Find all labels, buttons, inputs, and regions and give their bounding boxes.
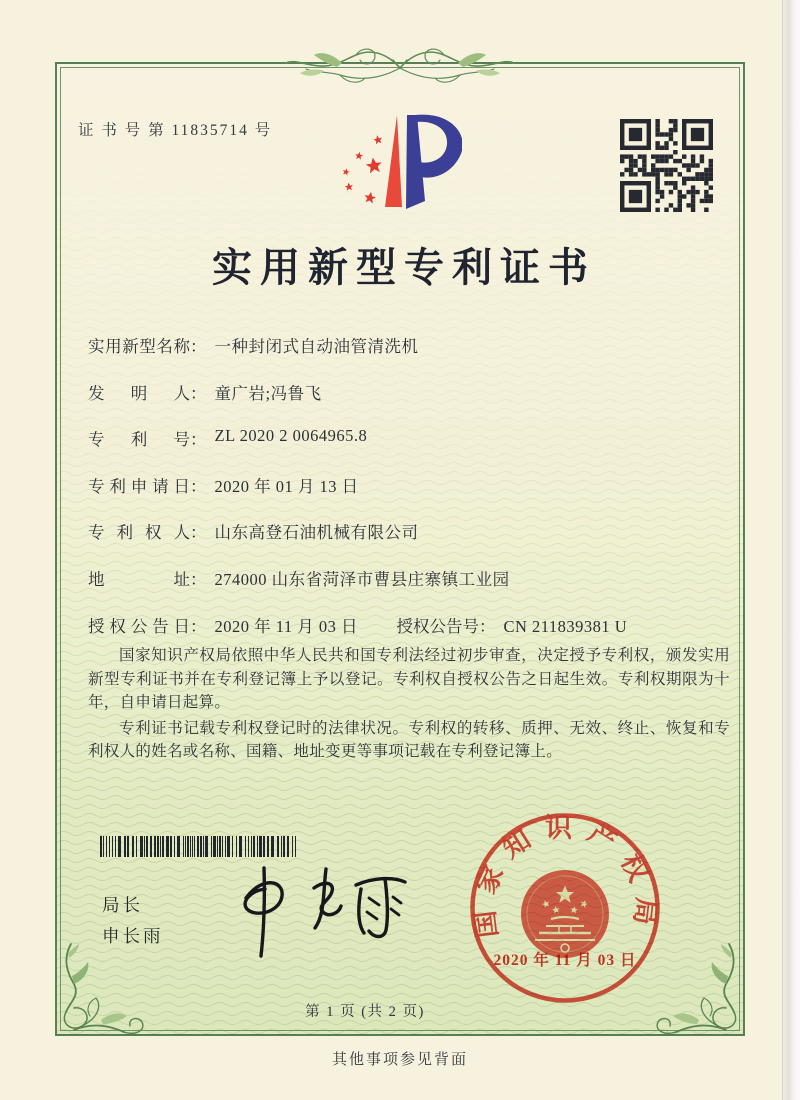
cnipa-logo	[330, 110, 462, 216]
colon: ：	[190, 523, 207, 543]
field-row-inventor	[88, 380, 728, 427]
field-row-filing-date	[88, 473, 728, 520]
top-flourish-ornament	[278, 41, 522, 89]
field-value: 2020 年 01 月 13 日	[214, 476, 359, 496]
page-number: 第 1 页 (共 2 页)	[305, 1004, 425, 1020]
field-row-name	[88, 333, 728, 380]
colon: ：	[479, 616, 496, 636]
field-label: 专利号	[88, 430, 190, 450]
grant-no-label: 授权公告号	[396, 616, 479, 636]
seal-date: 2020 年 11 月 03 日	[493, 952, 637, 969]
director-block	[102, 890, 164, 952]
scanned-paper-edge	[782, 0, 800, 1100]
legal-text	[88, 644, 730, 766]
field-value: 一种封闭式自动油管清洗机	[214, 337, 419, 356]
field-value: 2020 年 11 月 03 日	[214, 616, 359, 636]
qr-code	[620, 119, 713, 212]
field-row-patent-no	[88, 426, 728, 473]
field-label: 地址	[88, 569, 190, 589]
legal-paragraph-2: 专利证书记载专利权登记时的法律状况。专利权的转移、质押、无效、终止、恢复和专利权人的姓名或名称、国籍、地址变更等事项记载在专利登记簿上。	[88, 719, 730, 761]
director-name: 申长雨	[102, 926, 164, 946]
national-emblem	[521, 870, 609, 958]
colon: ：	[190, 337, 207, 356]
grant-no-value: CN 211839381 U	[503, 616, 628, 636]
legal-paragraph-1: 国家知识产权局依照中华人民共和国专利法经过初步审查，决定授予专利权，颁发实用新型专利证书并在专利登记簿上予以登记。专利权自授权公告之日起生效。专利权期限为十年，自申请日起算。	[88, 647, 730, 712]
certificate-title: 实用新型专利证书	[212, 245, 596, 290]
barcode	[100, 836, 300, 857]
director-signature	[218, 858, 414, 964]
field-value: 274000 山东省菏泽市曹县庄寨镇工业园	[214, 569, 510, 589]
field-label: 授权公告日	[88, 616, 190, 636]
field-label: 发明人	[88, 383, 190, 403]
certificate-fields	[88, 333, 728, 659]
field-label: 专利申请日	[88, 476, 190, 496]
field-row-patentee	[88, 519, 728, 566]
colon: ：	[190, 616, 207, 636]
colon: ：	[190, 569, 207, 589]
seal-agency-text: 国家知识产权局	[468, 813, 662, 940]
field-label: 实用新型名称	[88, 337, 190, 356]
colon: ：	[190, 383, 207, 403]
director-title: 局长	[102, 895, 143, 915]
field-value: ZL 2020 2 0064965.8	[214, 426, 368, 446]
back-side-note: 其他事项参见背面	[331, 1052, 468, 1068]
cnipa-seal	[467, 810, 663, 1006]
colon: ：	[190, 430, 207, 450]
field-row-address	[88, 566, 728, 613]
colon: ：	[190, 476, 207, 496]
bottom-left-corner-ornament	[57, 942, 153, 1036]
field-value: 童广岩;冯鲁飞	[214, 383, 322, 403]
certificate-number: 证 书 号 第 11835714 号	[78, 122, 273, 139]
field-value: 山东高登石油机械有限公司	[214, 523, 419, 543]
field-label: 专利权人	[88, 523, 190, 543]
